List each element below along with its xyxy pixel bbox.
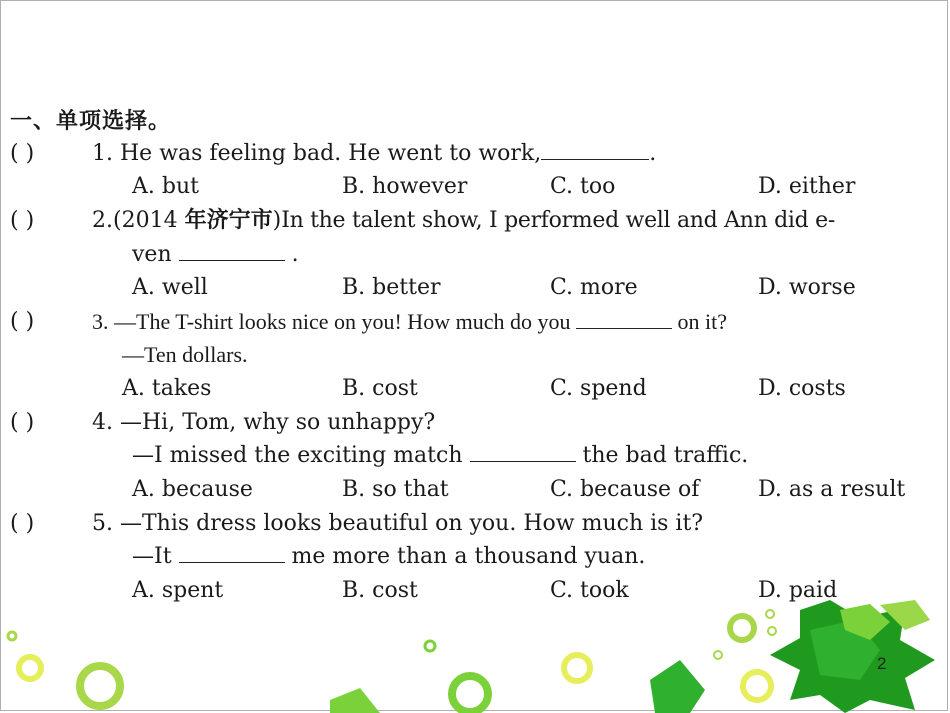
question-5-stem [92, 510, 703, 538]
reply-text-end: me more than a thousand yuan. [291, 544, 646, 569]
source-open: (2014 [113, 208, 178, 233]
question-text: —Hi, Tom, why so unhappy? [120, 410, 436, 435]
option-b: B. cost [342, 578, 418, 603]
question-2-stem [92, 207, 835, 235]
question-text-end: . [649, 141, 657, 166]
option-b: B. so that [342, 477, 449, 502]
option-d: D. worse [758, 275, 856, 300]
reply-text: —I missed the exciting match [132, 443, 463, 468]
question-4-reply [132, 442, 748, 470]
reply-text: —It [132, 544, 172, 569]
source-city: 年济宁市 [184, 208, 273, 233]
option-d: D. costs [758, 376, 846, 401]
option-d: D. paid [758, 578, 838, 603]
answer-paren-4[interactable]: ( ) [10, 410, 35, 435]
option-b: B. however [342, 174, 468, 199]
option-b: B. better [342, 275, 441, 300]
question-text-end: on it? [677, 309, 727, 334]
option-a: A. spent [132, 578, 224, 603]
option-c: C. more [550, 275, 638, 300]
option-b: B. cost [342, 376, 418, 401]
option-a: A. but [132, 174, 199, 199]
question-text: He was feeling bad. He went to work, [120, 141, 542, 166]
answer-blank [576, 310, 672, 329]
decorative-leaves-footer [0, 600, 950, 713]
question-number: 1. [92, 141, 113, 166]
question-text: In the talent show, I performed well and Ann did e- [281, 208, 835, 233]
leaf-icon [330, 600, 935, 713]
answer-blank [179, 544, 285, 563]
source-close: ) [272, 208, 282, 233]
question-number: 5. [92, 511, 113, 536]
question-5-reply [132, 543, 645, 571]
answer-paren-2[interactable]: ( ) [10, 208, 35, 233]
question-4-stem [92, 409, 435, 437]
option-c: C. took [550, 578, 629, 603]
question-number: 2. [92, 208, 113, 233]
question-3-reply: —Ten dollars. [122, 342, 248, 367]
question-3-stem [92, 308, 727, 336]
page-number: 2 [877, 654, 887, 673]
answer-blank [179, 242, 285, 261]
option-d: D. as a result [758, 477, 906, 502]
question-number: 4. [92, 410, 113, 435]
section-title: 一、单项选择。 [10, 109, 172, 134]
question-text: —This dress looks beautiful on you. How much is it? [120, 511, 704, 536]
question-2-stem-cont [132, 241, 299, 269]
question-text-end: . [291, 242, 299, 267]
question-text-cont: ven [132, 242, 172, 267]
answer-blank [470, 443, 576, 462]
option-c: C. too [550, 174, 616, 199]
reply-text-end: the bad traffic. [582, 443, 749, 468]
question-number: 3. [92, 309, 109, 334]
answer-paren-1[interactable]: ( ) [10, 141, 35, 166]
option-a: A. takes [122, 376, 212, 401]
question-text: —The T-shirt looks nice on you! How much do you [114, 309, 571, 334]
answer-paren-3[interactable]: ( ) [10, 309, 35, 334]
answer-paren-5[interactable]: ( ) [10, 511, 35, 536]
answer-blank [541, 141, 649, 160]
option-d: D. either [758, 174, 856, 199]
question-1-stem [92, 140, 656, 168]
option-c: C. because of [550, 477, 700, 502]
option-a: A. because [132, 477, 253, 502]
option-a: A. well [132, 275, 208, 300]
option-c: C. spend [550, 376, 647, 401]
